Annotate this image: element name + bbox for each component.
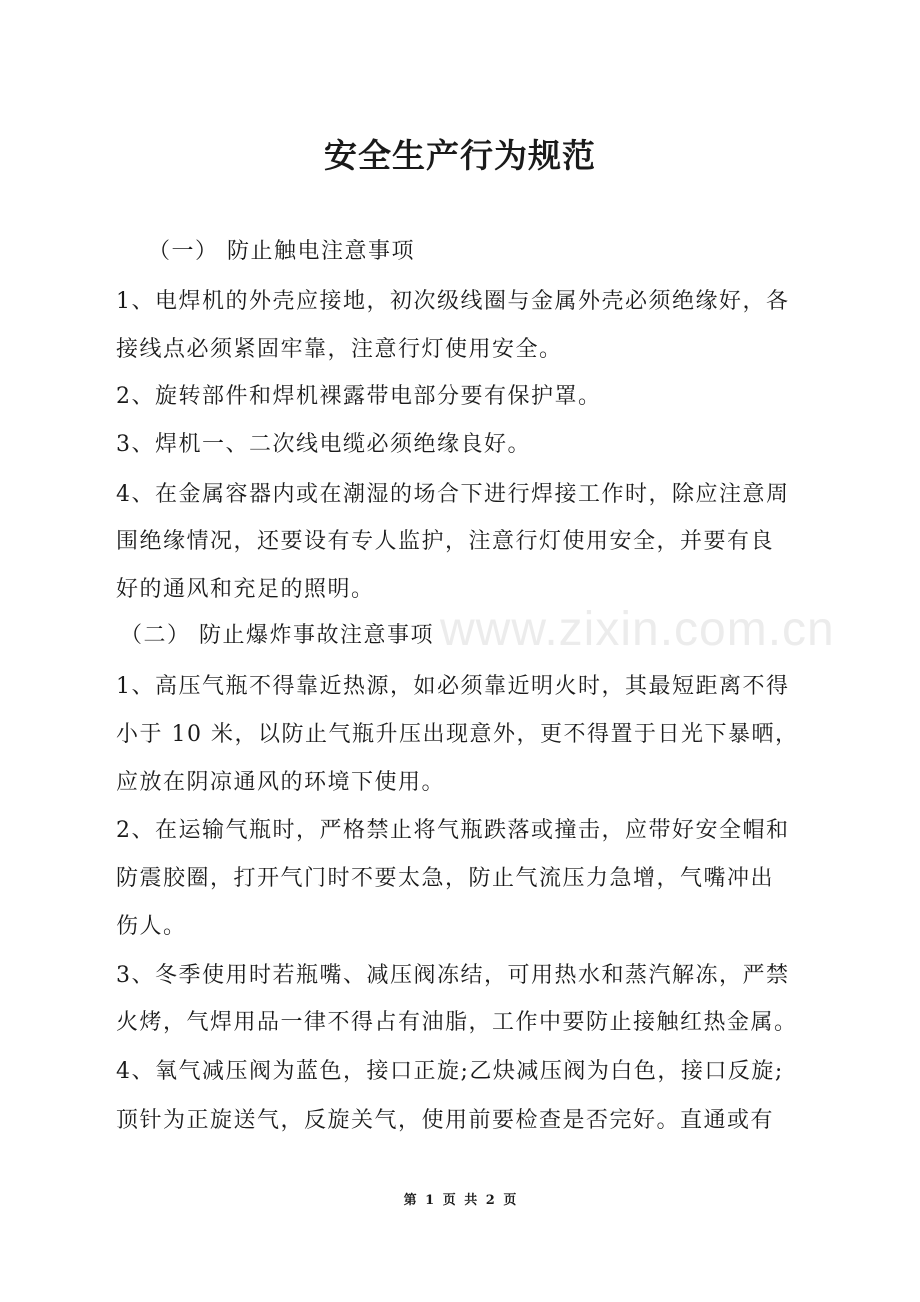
body-line: 防震胶圈，打开气门时不要太急，防止气流压力急增，气嘴冲出 xyxy=(116,866,775,891)
body-line: 围绝缘情况，还要设有专人监护，注意行灯使用安全，并要有良 xyxy=(116,529,775,554)
watermark: www.zixin.com.cn xyxy=(440,603,835,656)
section-heading-1: （一） 防止触电注意事项 xyxy=(148,239,415,264)
body-line: 小于 10 米，以防止气瓶升压出现意外，更不得置于日光下暴晒， xyxy=(116,722,799,747)
page-footer: 第 1 页 共 2 页 xyxy=(403,1193,517,1208)
body-line: 火烤，气焊用品一律不得占有油脂，工作中要防止接触红热金属。 xyxy=(116,1010,798,1035)
body-line: 4、在金属容器内或在潮湿的场合下进行焊接工作时，除应注意周 xyxy=(116,482,790,507)
body-line: 2、在运输气瓶时，严格禁止将气瓶跌落或撞击，应带好安全帽和 xyxy=(116,818,790,843)
page-title: 安全生产行为规范 xyxy=(324,136,596,175)
section-heading-2: （二） 防止爆炸事故注意事项 xyxy=(120,623,434,648)
body-line: 应放在阴凉通风的环境下使用。 xyxy=(116,770,446,795)
body-line: 2、旋转部件和焊机裸露带电部分要有保护罩。 xyxy=(116,384,602,409)
body-line: 1、电焊机的外壳应接地，初次级线圈与金属外壳必须绝缘好，各 xyxy=(116,289,790,314)
body-line: 伤人。 xyxy=(116,914,187,939)
body-line: 顶针为正旋送气，反旋关气，使用前要检查是否完好。直通或有 xyxy=(116,1108,775,1133)
body-line: 3、冬季使用时若瓶嘴、减压阀冻结，可用热水和蒸汽解冻，严禁 xyxy=(116,963,790,988)
body-line: 接线点必须紧固牢靠，注意行灯使用安全。 xyxy=(116,337,563,362)
body-line: 好的通风和充足的照明。 xyxy=(116,577,375,602)
body-line: 3、焊机一、二次线电缆必须绝缘良好。 xyxy=(116,432,531,457)
body-line: 1、高压气瓶不得靠近热源，如必须靠近明火时，其最短距离不得 xyxy=(116,674,790,699)
body-line: 4、氧气减压阀为蓝色，接口正旋;乙炔减压阀为白色，接口反旋; xyxy=(116,1059,784,1084)
